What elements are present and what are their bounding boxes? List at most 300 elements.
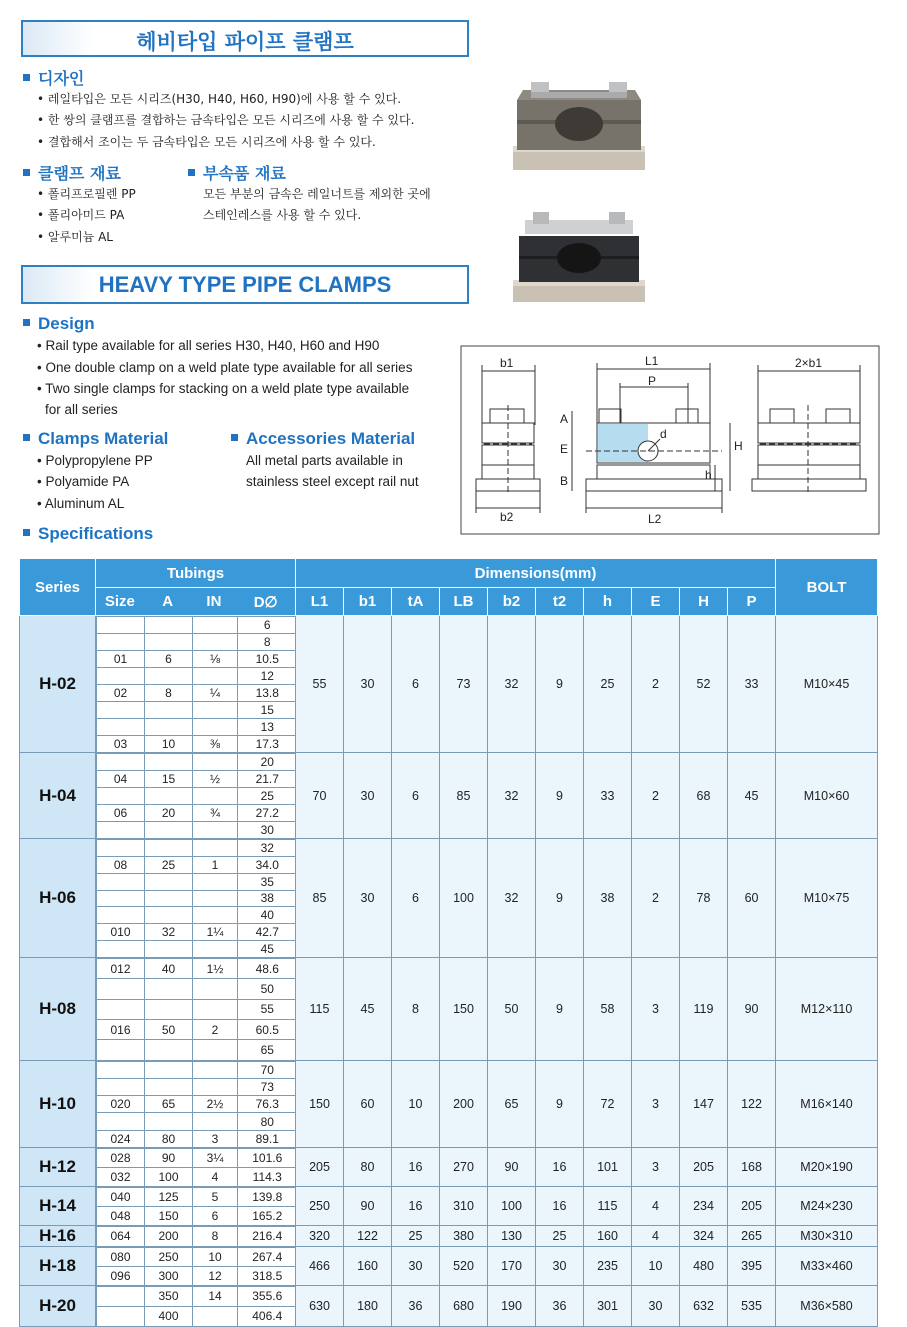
tube-d: 80 <box>238 1113 297 1130</box>
dim-h: 72 <box>584 1060 632 1147</box>
tube-a: 150 <box>145 1206 193 1225</box>
tube-in: 5 <box>193 1187 238 1206</box>
tube-a <box>145 702 193 719</box>
header-tubings: Tubings <box>96 559 296 588</box>
dim-LB: 73 <box>440 616 488 753</box>
label-2b1: 2×b1 <box>795 356 823 370</box>
dim-LB: 200 <box>440 1060 488 1147</box>
tube-size <box>97 719 145 736</box>
tube-in <box>193 999 238 1019</box>
label-h: h <box>705 468 712 482</box>
tube-size <box>97 822 145 839</box>
tube-size <box>97 1040 145 1060</box>
tube-d: 42.7 <box>238 924 297 941</box>
dim-P: 90 <box>728 957 776 1060</box>
tube-size <box>97 617 145 634</box>
tube-in: 1 <box>193 856 238 873</box>
tube-size <box>97 979 145 999</box>
clamp-photo-polypropylene <box>505 208 655 308</box>
tube-d: 216.4 <box>238 1226 297 1246</box>
dim-b1: 30 <box>344 616 392 753</box>
tube-in <box>193 702 238 719</box>
tube-in <box>193 1306 238 1326</box>
dim-h: 160 <box>584 1225 632 1246</box>
tube-size <box>97 754 145 771</box>
tube-in <box>193 840 238 857</box>
header-d: D∅ <box>253 593 278 611</box>
dim-H: 52 <box>680 616 728 753</box>
tube-a: 20 <box>145 805 193 822</box>
label-B: B <box>560 474 569 488</box>
english-accessory-line: stainless steel except rail nut <box>246 474 419 489</box>
dim-b1: 80 <box>344 1147 392 1186</box>
label-L1: L1 <box>645 354 659 368</box>
tube-d: 55 <box>238 999 297 1019</box>
label-b2-left: b2 <box>500 510 514 524</box>
tube-a <box>145 719 193 736</box>
tube-d: 50 <box>238 979 297 999</box>
dim-b2: 65 <box>488 1060 536 1147</box>
dim-P: 395 <box>728 1246 776 1285</box>
dim-tA: 16 <box>392 1186 440 1225</box>
tubings-cell <box>96 839 296 958</box>
header-P: P <box>728 588 776 616</box>
header-H: H <box>680 588 728 616</box>
english-clamp-heading: Clamps Material <box>23 429 168 449</box>
header-bolt: BOLT <box>776 559 878 616</box>
bolt-cell: M16×140 <box>776 1060 878 1147</box>
tube-a: 80 <box>145 1130 193 1147</box>
tube-size: 096 <box>97 1266 145 1285</box>
dim-E: 3 <box>632 1060 680 1147</box>
dim-E: 4 <box>632 1186 680 1225</box>
dim-t2: 16 <box>536 1186 584 1225</box>
dim-b2: 32 <box>488 753 536 839</box>
dim-H: 632 <box>680 1285 728 1326</box>
english-title: HEAVY TYPE PIPE CLAMPS <box>98 272 392 297</box>
tube-d: 13 <box>238 719 297 736</box>
bolt-cell: M33×460 <box>776 1246 878 1285</box>
dim-b1: 30 <box>344 839 392 958</box>
tube-d: 60.5 <box>238 1020 297 1040</box>
dim-h: 38 <box>584 839 632 958</box>
korean-clamp-heading: 클램프 재료 <box>23 161 121 184</box>
tube-in <box>193 1040 238 1060</box>
dim-H: 324 <box>680 1225 728 1246</box>
tube-a: 8 <box>145 685 193 702</box>
dim-LB: 680 <box>440 1285 488 1326</box>
dim-LB: 150 <box>440 957 488 1060</box>
header-b2: b2 <box>488 588 536 616</box>
tube-d: 32 <box>238 840 297 857</box>
english-accessory-line: All metal parts available in <box>246 453 403 468</box>
dim-LB: 100 <box>440 839 488 958</box>
dim-h: 58 <box>584 957 632 1060</box>
tube-a <box>145 873 193 890</box>
dim-L1: 115 <box>296 957 344 1060</box>
dim-t2: 25 <box>536 1225 584 1246</box>
tube-d: 8 <box>238 634 297 651</box>
dim-H: 119 <box>680 957 728 1060</box>
tube-in <box>193 890 238 907</box>
tube-in: 6 <box>193 1206 238 1225</box>
table-row <box>20 839 878 958</box>
tube-a <box>145 822 193 839</box>
tube-in: 3 <box>193 1130 238 1147</box>
dimension-drawing <box>460 345 880 535</box>
table-row <box>20 1285 878 1326</box>
english-design-line: • Two single clamps for stacking on a weld plate type available <box>37 381 410 396</box>
tube-in <box>193 873 238 890</box>
dim-tA: 6 <box>392 616 440 753</box>
tube-in <box>193 941 238 957</box>
english-clamp-line: • Polypropylene PP <box>37 453 153 468</box>
tube-in <box>193 907 238 924</box>
table-row <box>20 1225 878 1246</box>
label-P: P <box>648 374 657 388</box>
series-cell: H-06 <box>20 839 96 958</box>
tube-size: 016 <box>97 1020 145 1040</box>
dim-P: 168 <box>728 1147 776 1186</box>
bolt-cell: M12×110 <box>776 957 878 1060</box>
tube-a: 10 <box>145 736 193 753</box>
english-design-line: • Rail type available for all series H30, H40, H60 and H90 <box>37 338 380 353</box>
dim-b2: 170 <box>488 1246 536 1285</box>
tube-a: 100 <box>145 1167 193 1186</box>
tube-size <box>97 1306 145 1326</box>
dim-t2: 30 <box>536 1246 584 1285</box>
dim-tA: 16 <box>392 1147 440 1186</box>
tube-in: 4 <box>193 1167 238 1186</box>
tube-size <box>97 873 145 890</box>
tube-in <box>193 634 238 651</box>
table-row <box>20 753 878 839</box>
header-size: Size <box>104 593 135 610</box>
korean-title: 헤비타입 파이프 클램프 <box>136 30 354 54</box>
tube-size: 02 <box>97 685 145 702</box>
tube-a <box>145 840 193 857</box>
tube-in: 1¼ <box>193 924 238 941</box>
tube-d: 21.7 <box>238 771 297 788</box>
header-tA: tA <box>392 588 440 616</box>
tube-size <box>97 788 145 805</box>
tube-size: 032 <box>97 1167 145 1186</box>
tube-in: ⅜ <box>193 736 238 753</box>
tube-in <box>193 617 238 634</box>
tube-in: ⅛ <box>193 651 238 668</box>
tubings-cell <box>96 1246 296 1285</box>
tube-d: 139.8 <box>238 1187 297 1206</box>
dim-b1: 122 <box>344 1225 392 1246</box>
dim-b2: 190 <box>488 1285 536 1326</box>
tube-d: 76.3 <box>238 1096 297 1113</box>
series-cell: H-16 <box>20 1225 96 1246</box>
tube-a <box>145 999 193 1019</box>
dim-t2: 9 <box>536 1060 584 1147</box>
tube-in <box>193 719 238 736</box>
header-L1: L1 <box>296 588 344 616</box>
dim-h: 25 <box>584 616 632 753</box>
dim-h: 235 <box>584 1246 632 1285</box>
english-accessory-heading: Accessories Material <box>231 429 415 449</box>
tube-in: 8 <box>193 1226 238 1246</box>
tube-a: 90 <box>145 1148 193 1167</box>
tube-a: 250 <box>145 1247 193 1266</box>
dim-E: 2 <box>632 753 680 839</box>
tube-size <box>97 999 145 1019</box>
dim-P: 205 <box>728 1186 776 1225</box>
dim-tA: 30 <box>392 1246 440 1285</box>
tube-d: 20 <box>238 754 297 771</box>
dim-LB: 270 <box>440 1147 488 1186</box>
tube-size <box>97 668 145 685</box>
tube-size: 04 <box>97 771 145 788</box>
tube-a <box>145 788 193 805</box>
tube-d: 6 <box>238 617 297 634</box>
series-cell: H-08 <box>20 957 96 1060</box>
tube-size: 028 <box>97 1148 145 1167</box>
tube-a <box>145 941 193 957</box>
dim-LB: 310 <box>440 1186 488 1225</box>
dim-h: 33 <box>584 753 632 839</box>
tube-size: 048 <box>97 1206 145 1225</box>
tube-size: 01 <box>97 651 145 668</box>
korean-design-line: • 레일타입은 모든 시리즈(H30, H40, H60, H90)에 사용 할 수 있다. <box>37 92 402 106</box>
tubings-cell <box>96 1147 296 1186</box>
korean-design-line: • 결합해서 조이는 두 금속타입은 모든 시리즈에 사용 할 수 있다. <box>37 135 376 149</box>
tube-d: 267.4 <box>238 1247 297 1266</box>
table-row <box>20 957 878 1060</box>
dim-h: 115 <box>584 1186 632 1225</box>
tube-in: 14 <box>193 1286 238 1306</box>
tube-size <box>97 634 145 651</box>
bolt-cell: M36×580 <box>776 1285 878 1326</box>
series-cell: H-18 <box>20 1246 96 1285</box>
tube-a: 25 <box>145 856 193 873</box>
header-h: h <box>584 588 632 616</box>
header-LB: LB <box>440 588 488 616</box>
tube-d: 13.8 <box>238 685 297 702</box>
bolt-cell: M10×75 <box>776 839 878 958</box>
dim-H: 234 <box>680 1186 728 1225</box>
header-t2: t2 <box>536 588 584 616</box>
korean-title-box <box>21 20 469 57</box>
tube-d: 45 <box>238 941 297 957</box>
dim-t2: 36 <box>536 1285 584 1326</box>
dim-E: 4 <box>632 1225 680 1246</box>
korean-accessory-line: 모든 부분의 금속은 레일너트를 제외한 곳에 <box>203 187 431 201</box>
korean-accessory-line: 스테인레스를 사용 할 수 있다. <box>203 208 362 222</box>
dim-P: 535 <box>728 1285 776 1326</box>
series-cell: H-12 <box>20 1147 96 1186</box>
tube-a <box>145 979 193 999</box>
tube-d: 48.6 <box>238 958 297 978</box>
tube-a <box>145 1061 193 1078</box>
header-a: A <box>162 593 174 610</box>
dim-H: 205 <box>680 1147 728 1186</box>
tube-a: 32 <box>145 924 193 941</box>
dim-t2: 16 <box>536 1147 584 1186</box>
dim-P: 122 <box>728 1060 776 1147</box>
tube-d: 70 <box>238 1061 297 1078</box>
tube-a <box>145 1040 193 1060</box>
english-clamp-line: • Polyamide PA <box>37 474 130 489</box>
dim-H: 78 <box>680 839 728 958</box>
dim-P: 45 <box>728 753 776 839</box>
dim-h: 301 <box>584 1285 632 1326</box>
tube-d: 34.0 <box>238 856 297 873</box>
label-E: E <box>560 442 569 456</box>
dim-E: 10 <box>632 1246 680 1285</box>
dim-tA: 8 <box>392 957 440 1060</box>
tube-size <box>97 1061 145 1078</box>
tubings-cell <box>96 957 296 1060</box>
tube-size <box>97 840 145 857</box>
dim-b2: 100 <box>488 1186 536 1225</box>
korean-design-heading: 디자인 <box>23 66 84 89</box>
dim-b1: 30 <box>344 753 392 839</box>
dim-t2: 9 <box>536 753 584 839</box>
english-title-box <box>21 265 469 304</box>
tube-size: 080 <box>97 1247 145 1266</box>
dim-tA: 36 <box>392 1285 440 1326</box>
tube-a <box>145 617 193 634</box>
english-design-heading: Design <box>23 314 95 334</box>
tube-d: 27.2 <box>238 805 297 822</box>
tube-d: 40 <box>238 907 297 924</box>
tubings-cell <box>96 1225 296 1246</box>
dim-L1: 630 <box>296 1285 344 1326</box>
korean-design-line: • 한 쌍의 클램프를 결합하는 금속타입은 모든 시리즈에 사용 할 수 있다. <box>37 113 415 127</box>
tube-in <box>193 754 238 771</box>
tube-d: 38 <box>238 890 297 907</box>
label-H: H <box>734 439 743 453</box>
dim-b1: 45 <box>344 957 392 1060</box>
dim-b2: 32 <box>488 839 536 958</box>
tube-size: 064 <box>97 1226 145 1246</box>
series-cell: H-14 <box>20 1186 96 1225</box>
dim-E: 2 <box>632 839 680 958</box>
tube-a <box>145 634 193 651</box>
tube-a: 50 <box>145 1020 193 1040</box>
bolt-cell: M30×310 <box>776 1225 878 1246</box>
tube-in <box>193 979 238 999</box>
tube-in <box>193 1113 238 1130</box>
header-dimensions: Dimensions(mm) <box>296 559 776 588</box>
dim-H: 147 <box>680 1060 728 1147</box>
dim-E: 3 <box>632 1147 680 1186</box>
tube-d: 17.3 <box>238 736 297 753</box>
dim-t2: 9 <box>536 616 584 753</box>
tube-a: 200 <box>145 1226 193 1246</box>
tube-d: 65 <box>238 1040 297 1060</box>
tube-in <box>193 822 238 839</box>
tube-a: 300 <box>145 1266 193 1285</box>
tube-in: 1½ <box>193 958 238 978</box>
dim-L1: 85 <box>296 839 344 958</box>
tube-size <box>97 941 145 957</box>
tube-d: 73 <box>238 1079 297 1096</box>
header-in: IN <box>206 593 222 610</box>
header-series: Series <box>20 559 96 616</box>
bolt-cell: M24×230 <box>776 1186 878 1225</box>
tube-in: ½ <box>193 771 238 788</box>
dim-H: 480 <box>680 1246 728 1285</box>
dim-LB: 520 <box>440 1246 488 1285</box>
tube-a <box>145 1113 193 1130</box>
tube-a: 350 <box>145 1286 193 1306</box>
tube-in: 10 <box>193 1247 238 1266</box>
tube-a: 400 <box>145 1306 193 1326</box>
dim-L1: 150 <box>296 1060 344 1147</box>
tube-a: 15 <box>145 771 193 788</box>
tubings-cell <box>96 616 296 753</box>
korean-clamp-line: • 폴리프로필렌 PP <box>37 187 136 201</box>
dim-b1: 160 <box>344 1246 392 1285</box>
header-E: E <box>632 588 680 616</box>
series-cell: H-02 <box>20 616 96 753</box>
tube-in <box>193 1079 238 1096</box>
tube-size <box>97 1113 145 1130</box>
specifications-table <box>19 558 878 1327</box>
label-b1-left: b1 <box>500 356 514 370</box>
dim-tA: 10 <box>392 1060 440 1147</box>
dim-P: 265 <box>728 1225 776 1246</box>
tube-a: 125 <box>145 1187 193 1206</box>
tube-size <box>97 907 145 924</box>
tube-in: 2 <box>193 1020 238 1040</box>
dim-L1: 205 <box>296 1147 344 1186</box>
dim-LB: 380 <box>440 1225 488 1246</box>
tube-size: 06 <box>97 805 145 822</box>
tube-a: 6 <box>145 651 193 668</box>
tube-d: 35 <box>238 873 297 890</box>
korean-clamp-line: • 알루미늄 AL <box>37 230 113 244</box>
tube-size <box>97 1286 145 1306</box>
tube-size: 024 <box>97 1130 145 1147</box>
dim-b2: 90 <box>488 1147 536 1186</box>
dim-b2: 50 <box>488 957 536 1060</box>
dim-P: 33 <box>728 616 776 753</box>
label-L2: L2 <box>648 512 662 526</box>
dim-b2: 32 <box>488 616 536 753</box>
tube-in: 2½ <box>193 1096 238 1113</box>
dim-L1: 70 <box>296 753 344 839</box>
tube-a <box>145 907 193 924</box>
dim-LB: 85 <box>440 753 488 839</box>
dim-b1: 60 <box>344 1060 392 1147</box>
tube-in <box>193 788 238 805</box>
dim-H: 68 <box>680 753 728 839</box>
tube-a: 40 <box>145 958 193 978</box>
table-row <box>20 1186 878 1225</box>
tube-d: 114.3 <box>238 1167 297 1186</box>
dim-P: 60 <box>728 839 776 958</box>
dim-t2: 9 <box>536 839 584 958</box>
dim-L1: 55 <box>296 616 344 753</box>
korean-accessory-heading: 부속품 재료 <box>188 161 286 184</box>
tube-d: 101.6 <box>238 1148 297 1167</box>
tube-in: 3¼ <box>193 1148 238 1167</box>
english-design-line: for all series <box>45 402 118 417</box>
tube-a: 65 <box>145 1096 193 1113</box>
bolt-cell: M20×190 <box>776 1147 878 1186</box>
bolt-cell: M10×60 <box>776 753 878 839</box>
english-design-line: • One double clamp on a weld plate type available for all series <box>37 360 413 375</box>
tube-d: 318.5 <box>238 1266 297 1285</box>
tube-d: 355.6 <box>238 1286 297 1306</box>
tube-size: 08 <box>97 856 145 873</box>
